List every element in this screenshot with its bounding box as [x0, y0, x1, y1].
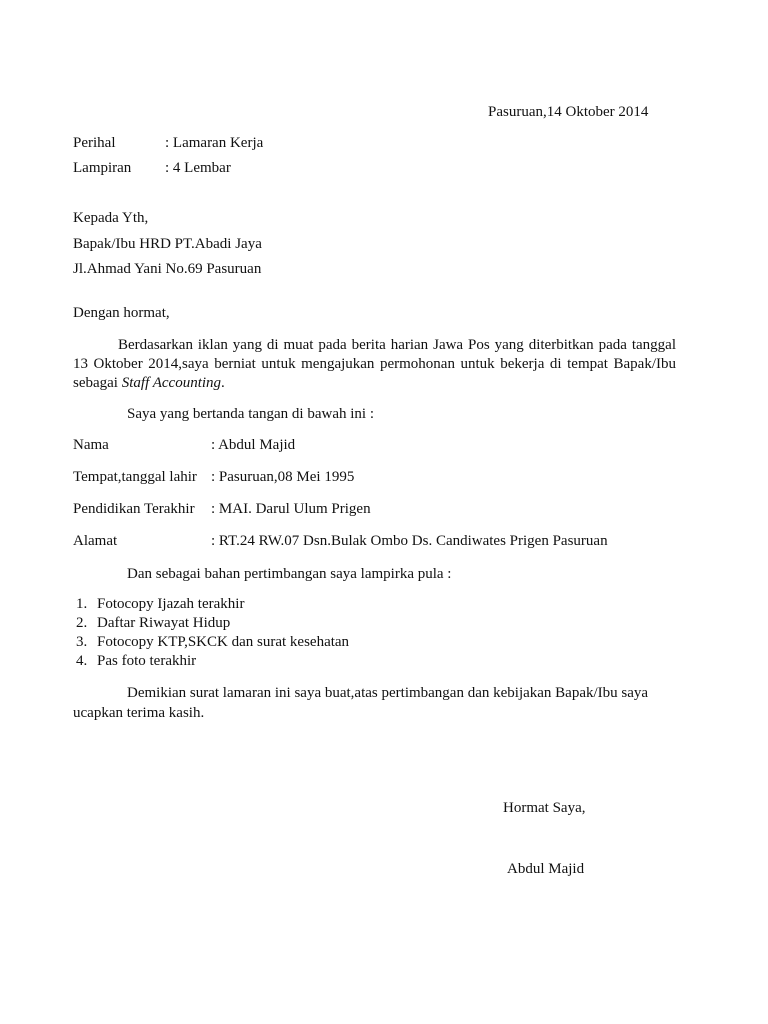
detail-label: Nama — [73, 437, 109, 453]
recipient-line: Bapak/Ibu HRD PT.Abadi Jaya — [73, 236, 262, 252]
intro-suffix: . — [221, 375, 225, 391]
detail-value: : Pasuruan,08 Mei 1995 — [211, 469, 355, 485]
list-item: Fotocopy KTP,SKCK dan surat kesehatan — [97, 634, 350, 650]
recipient-line: Jl.Ahmad Yani No.69 Pasuruan — [73, 261, 262, 277]
list-number: 1. — [76, 596, 88, 612]
attachment-value: : 4 Lembar — [165, 160, 231, 176]
job-position: Staff Accounting — [121, 375, 222, 391]
closing-line: ucapkan terima kasih. — [73, 705, 205, 721]
list-item: Pas foto terakhir — [97, 653, 197, 669]
attachment-label: Lampiran — [73, 160, 132, 176]
letter-date: Pasuruan,14 Oktober 2014 — [488, 104, 649, 120]
signature-name: Abdul Majid — [507, 861, 585, 877]
greeting: Dengan hormat, — [73, 305, 170, 321]
detail-value: : MAI. Darul Ulum Prigen — [211, 501, 371, 517]
attachments-intro: Dan sebagai bahan pertimbangan saya lampirka pula : — [127, 566, 452, 582]
undersigned-text: Saya yang bertanda tangan di bawah ini : — [127, 406, 375, 422]
list-number: 4. — [76, 653, 88, 669]
list-number: 2. — [76, 615, 88, 631]
detail-label: Tempat,tanggal lahir — [73, 469, 197, 485]
detail-value: : RT.24 RW.07 Dsn.Bulak Ombo Ds. Candiwates Prigen Pasuruan — [211, 533, 608, 549]
intro-prefix: sebagai — [73, 375, 122, 391]
subject-label: Perihal — [73, 135, 116, 151]
detail-value: : Abdul Majid — [211, 437, 296, 453]
subject-value: : Lamaran Kerja — [165, 135, 264, 151]
intro-line — [73, 374, 225, 392]
recipient-line: Kepada Yth, — [73, 210, 149, 226]
detail-label: Alamat — [73, 533, 118, 549]
detail-label: Pendidikan Terakhir — [73, 501, 195, 517]
list-number: 3. — [76, 634, 88, 650]
intro-line: 13 Oktober 2014,saya berniat untuk mengajukan permohonan untuk bekerja di tempat Bapak/Ibu — [73, 356, 676, 372]
list-item: Fotocopy Ijazah terakhir — [97, 596, 245, 612]
list-item: Daftar Riwayat Hidup — [97, 615, 231, 631]
signoff: Hormat Saya, — [503, 800, 586, 816]
closing-line: Demikian surat lamaran ini saya buat,atas pertimbangan dan kebijakan Bapak/Ibu saya — [127, 685, 649, 701]
intro-line: Berdasarkan iklan yang di muat pada berita harian Jawa Pos yang diterbitkan pada tanggal — [118, 337, 676, 353]
